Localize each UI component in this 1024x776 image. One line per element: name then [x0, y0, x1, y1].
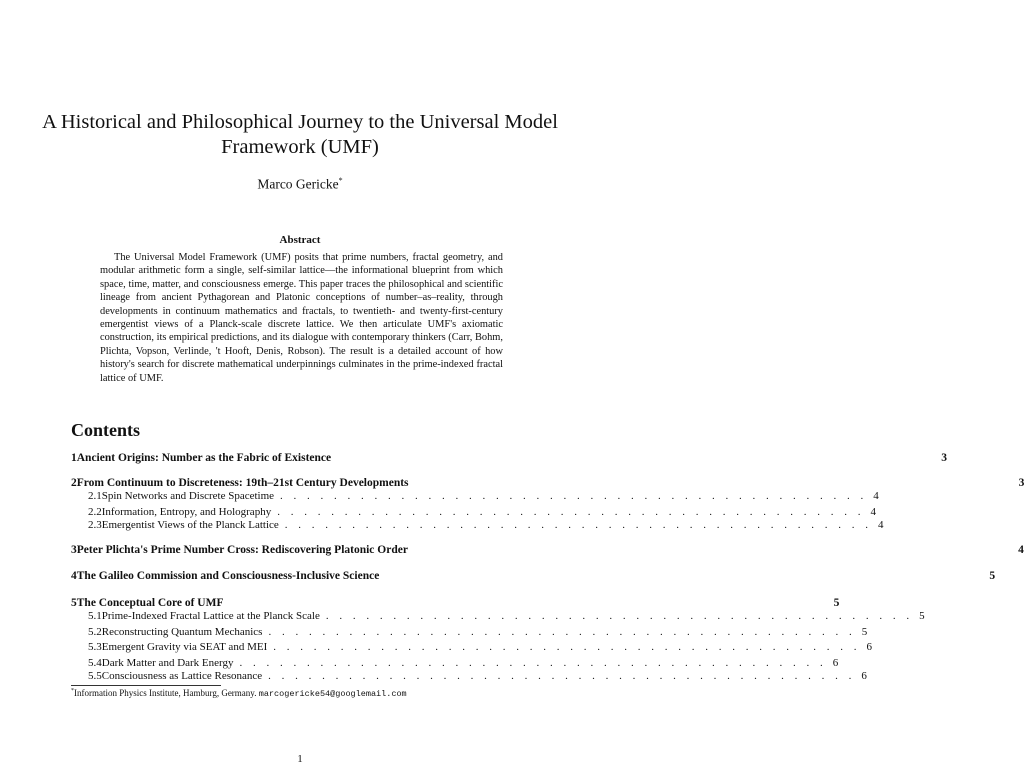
toc-entry-page: 5 [919, 610, 925, 622]
toc-section-entry[interactable] [71, 452, 947, 466]
toc-entry-number: 1 [71, 452, 77, 464]
toc-entry-page: 4 [878, 519, 884, 531]
toc-entry-title: Information, Entropy, and Holography [101, 506, 272, 518]
toc-entry-page: 6 [866, 641, 872, 653]
abstract-text: The Universal Model Framework (UMF) posits that prime numbers, fractal geometry, and modular arithmetic form a single, self-similar lattice—the informational blueprint from which space, time, matter, and consciousness emerge. This paper traces the philosophical and scientific lineage from ancient Pythagorean and Platonic conceptions of number–as–reality, through developments in continuum mathematics and fractals, to twentieth- and twenty-first-century emergentist views of a Planck-scale discrete lattice. We then articulate UMF's axiomatic construction, its empirical predictions, and its dialogue with contemporary thinkers (Carr, Bohm, Plichta, Vopson, Verlinde, 't Hooft, Denis, Robson). The result is a detailed account of how history's search for discrete mathematical underpinnings culminates in the prime-indexed fractal lattice of UMF. [100, 252, 503, 384]
toc-entry-number: 5 [71, 597, 77, 609]
toc-entry-page: 4 [1018, 544, 1024, 556]
toc-entry-page: 5 [833, 597, 840, 609]
toc-entry-page: 5 [861, 626, 868, 638]
footnote-rule [71, 685, 221, 686]
contents-heading: Contents [71, 420, 141, 440]
toc-leader-dots: . . . . . . . . . . . . . . . . . . . . . . . . . . . . . . . . . . . . . . . . . . . . [239, 657, 827, 669]
footnote [71, 688, 407, 699]
author-line [0, 176, 600, 193]
footnote-mark: * [71, 688, 74, 694]
toc-entry-number: 3 [71, 544, 77, 556]
toc-subsection-entry[interactable] [71, 519, 884, 533]
toc-leader-dots: . . . . . . . . . . . . . . . . . . . . . . . . . . . . . . . . . . . . . . . . . . . . [280, 490, 868, 502]
toc-entry-number: 5.1 [88, 610, 102, 622]
toc-subsection-entry[interactable] [71, 626, 868, 640]
toc-leader-dots: . . . . . . . . . . . . . . . . . . . . . . . . . . . . . . . . . . . . . . . . . . . . [273, 641, 861, 653]
toc-section-entry[interactable] [71, 477, 1024, 491]
toc-section-entry[interactable] [71, 570, 996, 584]
toc-entry-title: Spin Networks and Discrete Spacetime [101, 490, 275, 502]
toc-entry-title: Reconstructing Quantum Mechanics [101, 626, 263, 638]
toc-leader-dots: . . . . . . . . . . . . . . . . . . . . . . . . . . . . . . . . . . . . . . . . . . . . [277, 506, 865, 518]
toc-entry-page: 6 [861, 670, 867, 682]
toc-leader-dots: . . . . . . . . . . . . . . . . . . . . . . . . . . . . . . . . . . . . . . . . . . . . [268, 626, 856, 638]
page-number: 1 [297, 753, 303, 765]
toc-entry-title: The Conceptual Core of UMF [76, 597, 224, 609]
toc-entry-number: 2 [71, 477, 77, 489]
toc-entry-number: 2.1 [88, 490, 102, 502]
toc-entry-page: 6 [832, 657, 839, 669]
toc-subsection-entry[interactable] [71, 610, 925, 624]
author-footnote-mark: * [338, 176, 343, 185]
toc-entry-title: Prime-Indexed Fractal Lattice at the Planck Scale [101, 610, 320, 622]
toc-entry-page: 3 [1018, 477, 1024, 489]
toc-entry-title: The Galileo Commission and Consciousness-Inclusive Science [76, 570, 380, 582]
abstract-heading: Abstract [279, 234, 321, 246]
toc-leader-dots: . . . . . . . . . . . . . . . . . . . . . . . . . . . . . . . . . . . . . . . . . . . . [268, 670, 856, 682]
toc-entry-number: 5.4 [88, 657, 102, 669]
toc-entry-page: 4 [870, 506, 876, 518]
toc-entry-title: Peter Plichta's Prime Number Cross: Rediscovering Platonic Order [76, 544, 408, 556]
paper-title: A Historical and Philosophical Journey to the Universal Model Framework (UMF) [42, 111, 558, 158]
toc-subsection-entry[interactable] [71, 657, 839, 671]
toc-entry-number: 2.3 [88, 519, 102, 531]
toc-entry-title: From Continuum to Discreteness: 19th–21st Century Developments [76, 477, 409, 489]
toc-entry-number: 5.2 [88, 626, 102, 638]
toc-entry-title: Emergent Gravity via SEAT and MEI [101, 641, 268, 653]
toc-entry-number: 5.3 [88, 641, 102, 653]
toc-leader-dots: . . . . . . . . . . . . . . . . . . . . . . . . . . . . . . . . . . . . . . . . . . . . [284, 519, 873, 531]
toc-entry-number: 4 [71, 570, 77, 582]
footnote-email[interactable]: marcogericke54@googlemail.com [258, 689, 407, 699]
toc-entry-title: Emergentist Views of the Planck Lattice [101, 519, 279, 531]
toc-subsection-entry[interactable] [71, 490, 879, 504]
toc-entry-number: 5.5 [88, 670, 102, 682]
toc-entry-page: 3 [941, 452, 947, 464]
author-name: Marco Gericke [257, 176, 339, 192]
toc-leader-dots: . . . . . . . . . . . . . . . . . . . . . . . . . . . . . . . . . . . . . . . . . . . . [325, 610, 914, 622]
toc-subsection-entry[interactable] [71, 506, 876, 520]
toc-entry-title: Ancient Origins: Number as the Fabric of Existence [76, 452, 332, 464]
toc-section-entry[interactable] [71, 597, 840, 611]
toc-subsection-entry[interactable] [71, 670, 867, 684]
footnote-affiliation: Information Physics Institute, Hamburg, Germany. [74, 688, 257, 698]
toc-entry-page: 5 [989, 570, 996, 582]
toc-entry-title: Dark Matter and Dark Energy [101, 657, 234, 669]
toc-subsection-entry[interactable] [71, 641, 872, 655]
toc-section-entry[interactable] [71, 544, 1024, 558]
toc-entry-page: 4 [873, 490, 879, 502]
toc-entry-number: 2.2 [88, 506, 102, 518]
toc-entry-title: Consciousness as Lattice Resonance [101, 670, 263, 682]
